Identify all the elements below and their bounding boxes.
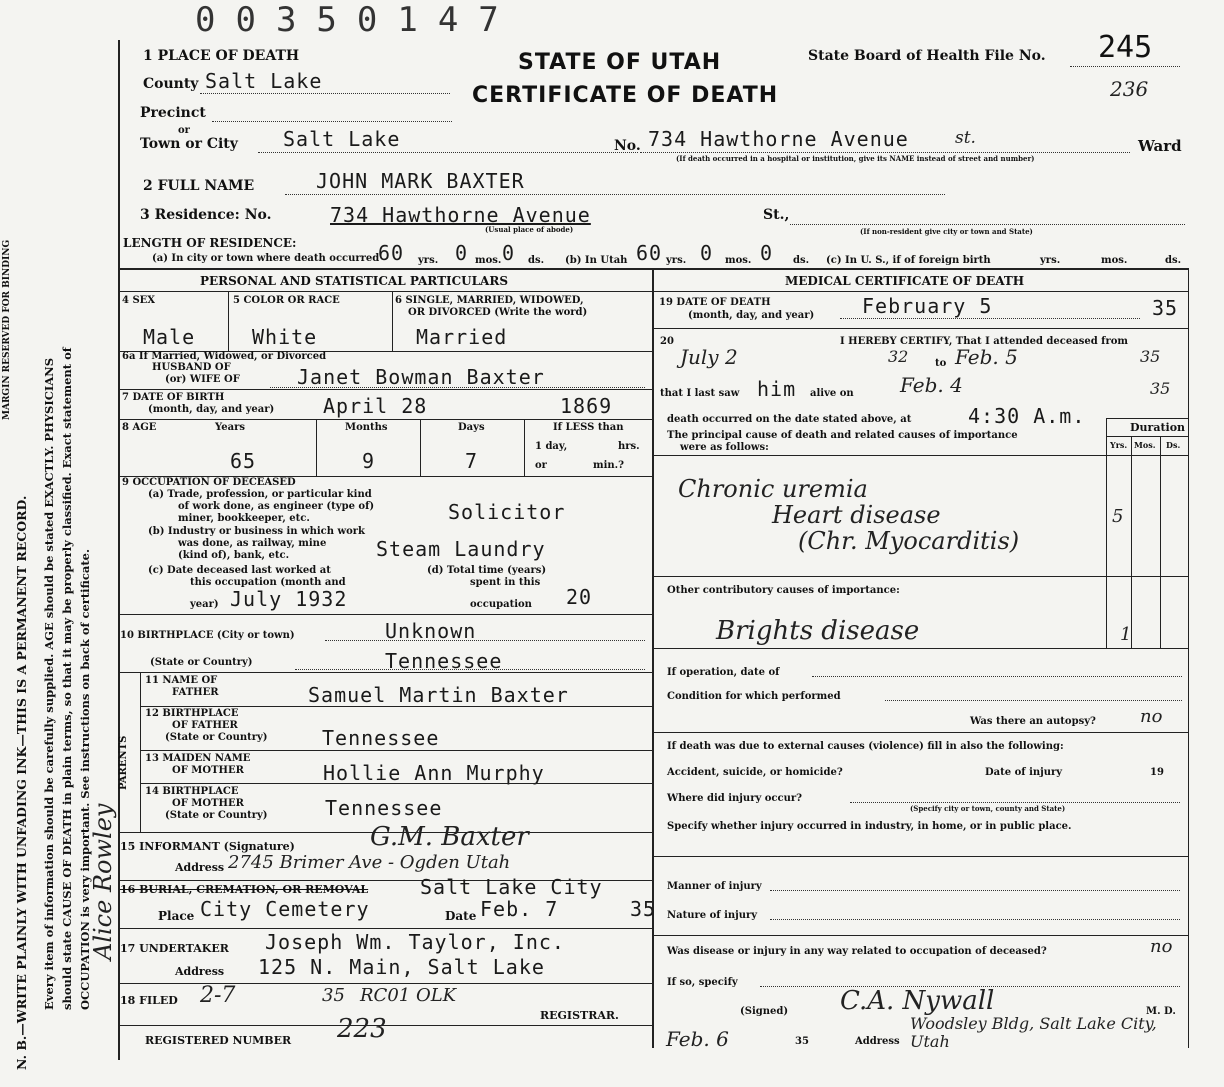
address-note: (If death occurred in a hospital or institution, give its NAME instead of street and number) <box>676 154 1035 163</box>
external-label: If death was due to external causes (violence) fill in also the following: <box>667 741 1064 752</box>
margin-warning: N. B.—WRITE PLAINLY WITH UNFADING INK—THIS IS A PERMANENT RECORD. <box>14 495 29 1070</box>
column-divider <box>652 268 654 1048</box>
occupation-label: 9 OCCUPATION OF DECEASED <box>122 477 296 488</box>
alive-year: 35 <box>1150 379 1171 398</box>
dod-year: 35 <box>1152 296 1179 320</box>
if-so-label: If so, specify <box>667 977 738 988</box>
city-mos-label: mos. <box>475 255 502 266</box>
age-years: 65 <box>230 449 257 473</box>
duration-top-line <box>1106 418 1188 419</box>
signed-label: (Signed) <box>740 1006 789 1017</box>
burial-place: City Cemetery <box>200 897 370 921</box>
city-yrs-label: yrs. <box>418 255 439 266</box>
where-note: (Specify city or town, county and State) <box>910 804 1066 813</box>
condition-line <box>885 700 1182 701</box>
years-label: Years <box>215 422 246 433</box>
contrib-top-line <box>652 576 1188 577</box>
burial-year: 35 <box>630 897 657 921</box>
occ-b-3: (kind of), bank, etc. <box>178 550 290 561</box>
duration-col-1 <box>1106 418 1107 648</box>
dod-label-2: (month, day, and year) <box>688 310 815 321</box>
less-label: If LESS than <box>553 422 624 433</box>
death-time: 4:30 A.m. <box>968 404 1086 428</box>
cause-2: Heart disease <box>772 501 941 529</box>
margin-instruction-3: OCCUPATION is very important. See instructions on back of certificate. <box>78 549 92 1010</box>
duration-header: Duration <box>1130 421 1186 434</box>
undertaker-address-label: Address <box>175 965 225 978</box>
residence-value: 734 Hawthorne Avenue <box>330 203 591 227</box>
birthplace-state: Tennessee <box>385 649 503 673</box>
to-label: to <box>935 358 947 369</box>
header-row-line <box>118 291 1188 292</box>
precinct-label: Precinct <box>140 105 206 121</box>
burial-label: 16 BURIAL, CREMATION, OR REMOVAL <box>120 883 369 896</box>
months-label: Months <box>345 422 388 433</box>
dob-label-1: 7 DATE OF BIRTH <box>122 392 225 403</box>
occ-a-2: of work done, as engineer (type of) <box>178 501 375 512</box>
margin-binding-note: MARGIN RESERVED FOR BINDING <box>2 239 12 420</box>
informant-label: 15 INFORMANT (Signature) <box>120 840 295 853</box>
file-no-label: State Board of Health File No. <box>808 48 1046 64</box>
birthplace-city: Unknown <box>385 619 477 643</box>
nonres-note: (If non-resident give city or town and State) <box>860 227 1033 236</box>
signed-date: Feb. 6 <box>666 1027 729 1051</box>
certificate-title: CERTIFICATE OF DEATH <box>472 83 779 108</box>
sex-divider <box>228 291 229 351</box>
md-label: M. D. <box>1146 1006 1176 1017</box>
utah-yrs: 60 <box>636 241 663 265</box>
burial-place-label: Place <box>158 909 195 923</box>
physician-signature: C.A. Nywall <box>840 986 995 1016</box>
father-birthplace: Tennessee <box>322 726 440 750</box>
parents-label: PARENTS <box>118 735 129 790</box>
operation-label: If operation, date of <box>667 667 780 678</box>
state-title: STATE OF UTAH <box>518 50 722 75</box>
filed-year: 35 <box>322 985 345 1006</box>
race-divider <box>392 291 393 351</box>
from-year: 32 <box>888 347 909 366</box>
principal-label-2: were as follows: <box>680 442 769 453</box>
spouse-line <box>270 387 645 388</box>
parents-divider <box>140 672 141 832</box>
filed-label: 18 FILED <box>120 994 178 1007</box>
cause-top-line <box>652 455 1188 456</box>
external-top-line <box>652 732 1188 733</box>
county-value: Salt Lake <box>205 69 323 93</box>
duration-mos: Mos. <box>1134 440 1156 450</box>
dob-year: 1869 <box>560 394 613 418</box>
file-no-line <box>1070 66 1180 67</box>
row-line-9 <box>140 783 652 784</box>
mother-name: Hollie Ann Murphy <box>323 761 545 785</box>
residence-line <box>790 224 1185 225</box>
autopsy-answer: no <box>1140 706 1163 727</box>
county-label: County <box>143 76 199 92</box>
usual-abode-note: (Usual place of abode) <box>485 225 574 234</box>
last-saw-label: that I last saw <box>660 388 740 399</box>
certify-number: 20 <box>660 336 674 347</box>
specify-label: Specify whether injury occurred in industry, in home, or in public place. <box>667 821 1072 832</box>
father-label-1: 11 NAME OF <box>145 675 218 686</box>
age-divider-2 <box>420 419 421 476</box>
contributory-duration: 1 <box>1120 624 1132 645</box>
frame-right <box>1188 268 1189 1048</box>
min-label: min.? <box>593 460 624 471</box>
occ-d-1: (d) Total time (years) <box>427 565 547 576</box>
occ-b-2: was done, as railway, mine <box>178 538 327 549</box>
or-min-label: or <box>535 460 547 471</box>
occ-b-1: (b) Industry or business in which work <box>148 526 365 537</box>
industry-value: Steam Laundry <box>376 537 546 561</box>
row-line-13 <box>118 983 652 984</box>
doctor-address: Woodsley Bldg, Salt Lake City, Utah <box>910 1014 1157 1051</box>
file-no: 245 <box>1098 30 1153 65</box>
occ-d-3: occupation <box>470 599 532 610</box>
duration-yrs: Yrs. <box>1110 440 1128 450</box>
occ-a-3: miner, bookkeeper, etc. <box>178 513 310 524</box>
sex-value: Male <box>143 325 196 349</box>
frame-left <box>118 40 120 1060</box>
margin-instruction-2: should state CAUSE OF DEATH in plain terms, so that it may be properly classified. Exact statement of <box>60 347 74 1010</box>
father-birth-label-2: OF FATHER <box>172 720 238 731</box>
death-occurred-label: death occurred on the date stated above, at <box>667 414 912 425</box>
mother-birth-label-1: 14 BIRTHPLACE <box>145 786 239 797</box>
doctor-address-label: Address <box>855 1036 900 1047</box>
dob-label-2: (month, day, and year) <box>148 404 275 415</box>
manner-top-line <box>652 856 1188 857</box>
certify-text: I HEREBY CERTIFY, That I attended deceased from <box>840 336 1129 347</box>
marital-value: Married <box>416 325 508 349</box>
file-no-secondary: 236 <box>1110 77 1149 101</box>
principal-label-1: The principal cause of death and related causes of importance <box>667 430 1018 441</box>
burial-date: Feb. 7 <box>480 897 559 921</box>
burial-city: Salt Lake City <box>420 875 603 899</box>
pronoun-value: him <box>757 377 797 401</box>
occ-c-2: this occupation (month and <box>190 577 346 588</box>
burial-date-label: Date <box>445 909 477 923</box>
where-label: Where did injury occur? <box>667 793 803 804</box>
row-line-2 <box>118 389 652 390</box>
length-residence-label: LENGTH OF RESIDENCE: <box>123 236 297 250</box>
nature-label: Nature of injury <box>667 910 758 921</box>
contributory-label: Other contributory causes of importance: <box>667 585 900 596</box>
duration-col-2 <box>1131 436 1132 648</box>
race-label: 5 COLOR OR RACE <box>233 295 340 306</box>
spouse-label-3: (or) WIFE OF <box>165 374 240 385</box>
duration-col-3 <box>1160 436 1161 648</box>
attended-from: July 2 <box>680 345 738 369</box>
ward-label: Ward <box>1138 137 1182 155</box>
street-no-label: No. <box>614 138 641 154</box>
city-ds-label: ds. <box>528 255 545 266</box>
spouse-value: Janet Bowman Baxter <box>297 365 545 389</box>
cause-3: (Chr. Myocarditis) <box>798 527 1020 555</box>
signed-year: 35 <box>795 1036 809 1047</box>
father-birth-label-3: (State or Country) <box>165 732 268 743</box>
county-line <box>200 93 450 94</box>
mother-label-1: 13 MAIDEN NAME <box>145 753 251 764</box>
autopsy-label: Was there an autopsy? <box>970 716 1096 727</box>
age-divider-3 <box>524 419 525 476</box>
marital-label-1: 6 SINGLE, MARRIED, WIDOWED, <box>395 295 584 306</box>
age-months: 9 <box>362 449 376 473</box>
cause-2-duration: 5 <box>1112 506 1124 527</box>
birthplace-state-line <box>295 669 645 670</box>
father-label-2: FATHER <box>172 687 219 698</box>
us-ds-label: ds. <box>1165 255 1182 266</box>
registrar-label: REGISTRAR. <box>540 1009 619 1022</box>
manner-line <box>770 890 1180 891</box>
injury-year-label: 19 <box>1150 767 1164 778</box>
row-line-12 <box>118 928 652 929</box>
birthplace-label: 10 BIRTHPLACE (City or town) <box>120 630 295 641</box>
city-mos: 0 <box>455 241 469 265</box>
occ-related-top-line <box>652 935 1188 936</box>
total-years-value: 20 <box>566 585 593 609</box>
undertaker-value: Joseph Wm. Taylor, Inc. <box>265 930 565 954</box>
town-value: Salt Lake <box>283 127 401 151</box>
margin-instruction-1: Every item of information should be carefully supplied. AGE should be stated EXACTLY. PHYSICIANS <box>42 357 56 1010</box>
address-line <box>640 152 1130 153</box>
precinct-line <box>212 121 452 122</box>
occ-c-3: year) <box>190 599 219 610</box>
utah-mos: 0 <box>700 241 714 265</box>
duration-header-line <box>1106 436 1188 437</box>
row-line-7 <box>140 706 652 707</box>
occupation-value: Solicitor <box>448 500 566 524</box>
undertaker-label: 17 UNDERTAKER <box>120 942 229 955</box>
sex-label: 4 SEX <box>122 295 156 306</box>
dob-value: April 28 <box>323 394 428 418</box>
place-of-death-label: 1 PLACE OF DEATH <box>143 48 300 64</box>
manner-label: Manner of injury <box>667 881 762 892</box>
occ-a-1: (a) Trade, profession, or particular kind <box>148 489 372 500</box>
full-name-label: 2 FULL NAME <box>143 178 255 194</box>
nature-line <box>770 919 1180 920</box>
age-days: 7 <box>465 449 479 473</box>
occ-c-1: (c) Date deceased last worked at <box>148 565 331 576</box>
us-yrs-label: yrs. <box>1040 255 1061 266</box>
medical-row-1 <box>652 328 1188 329</box>
filed-signature: RC01 OLK <box>360 985 457 1006</box>
informant-address: 2745 Brimer Ave - Ogden Utah <box>228 852 511 873</box>
row-line-5 <box>118 614 652 615</box>
city-ds: 0 <box>502 241 516 265</box>
mother-birth-label-3: (State or Country) <box>165 810 268 821</box>
mother-birth-label-2: OF MOTHER <box>172 798 244 809</box>
serial-number: 00350147 <box>195 0 519 40</box>
informant-address-label: Address <box>175 861 225 874</box>
utah-ds-label: ds. <box>793 255 810 266</box>
race-value: White <box>252 325 318 349</box>
name-line <box>285 194 945 195</box>
father-name: Samuel Martin Baxter <box>308 683 569 707</box>
residence-st-label: St., <box>763 207 790 223</box>
residence-label: 3 Residence: No. <box>140 207 272 223</box>
or-label: or <box>178 125 190 136</box>
utah-mos-label: mos. <box>725 255 752 266</box>
occ-d-2: spent in this <box>470 577 541 588</box>
undertaker-address: 125 N. Main, Salt Lake <box>258 955 545 979</box>
dod-value: February 5 <box>862 294 993 318</box>
alive-on-label: alive on <box>810 388 854 399</box>
to-year: 35 <box>1140 347 1161 366</box>
medical-header: MEDICAL CERTIFICATE OF DEATH <box>785 274 1025 288</box>
row-line-3 <box>118 419 652 420</box>
us-label: (c) In U. S., if of foreign birth <box>826 255 991 266</box>
dod-line <box>840 318 1140 319</box>
operation-line <box>812 676 1182 677</box>
city-residence-label: (a) In city or town where death occurred <box>152 253 380 264</box>
accident-label: Accident, suicide, or homicide? <box>667 767 843 778</box>
attended-to: Feb. 5 <box>955 345 1018 369</box>
town-line <box>258 152 638 153</box>
mother-label-2: OF MOTHER <box>172 765 244 776</box>
contrib-bottom-line <box>652 648 1188 649</box>
father-birth-label-1: 12 BIRTHPLACE <box>145 708 239 719</box>
state-country-label: (State or Country) <box>150 657 253 668</box>
occ-related-label: Was disease or injury in any way related to occupation of deceased? <box>667 946 1047 957</box>
one-day-label: 1 day, <box>535 441 568 452</box>
town-label: Town or City <box>140 136 238 152</box>
occ-related-answer: no <box>1150 936 1173 957</box>
spouse-label-2: HUSBAND OF <box>152 362 231 373</box>
row-line-8 <box>140 750 652 751</box>
cause-1: Chronic uremia <box>678 475 868 503</box>
condition-label: Condition for which performed <box>667 691 841 702</box>
row-line-6 <box>118 672 652 673</box>
alive-date: Feb. 4 <box>900 373 963 397</box>
marital-label-2: OR DIVORCED (Write the word) <box>408 307 588 318</box>
where-line <box>850 802 1180 803</box>
reg-no-label: REGISTERED NUMBER <box>145 1034 292 1047</box>
utah-label: (b) In Utah <box>565 255 628 266</box>
spouse-label-1: 6a If Married, Widowed, or Divorced <box>122 351 327 362</box>
hrs-label: hrs. <box>618 441 640 452</box>
witness-signature: Alice Rowley <box>89 803 117 960</box>
contributory-cause: Brights disease <box>716 616 920 646</box>
duration-ds: Ds. <box>1166 440 1181 450</box>
personal-header: PERSONAL AND STATISTICAL PARTICULARS <box>200 274 509 288</box>
full-name-value: JOHN MARK BAXTER <box>316 169 525 193</box>
informant-signature: G.M. Baxter <box>370 822 529 852</box>
days-label: Days <box>458 422 485 433</box>
utah-ds: 0 <box>760 241 774 265</box>
injury-date-label: Date of injury <box>985 767 1063 778</box>
age-label: 8 AGE <box>122 422 157 433</box>
age-divider-1 <box>316 419 317 476</box>
mother-birthplace: Tennessee <box>325 796 443 820</box>
city-yrs: 60 <box>378 241 405 265</box>
utah-yrs-label: yrs. <box>666 255 687 266</box>
us-mos-label: mos. <box>1101 255 1128 266</box>
reg-no: 223 <box>337 1014 387 1044</box>
dod-label-1: 19 DATE OF DEATH <box>659 297 771 308</box>
place-address: 734 Hawthorne Avenue <box>648 127 909 151</box>
filed-date: 2-7 <box>200 983 236 1008</box>
street-suffix: st. <box>955 128 976 148</box>
last-worked-value: July 1932 <box>230 587 348 611</box>
birthplace-line <box>325 640 645 641</box>
